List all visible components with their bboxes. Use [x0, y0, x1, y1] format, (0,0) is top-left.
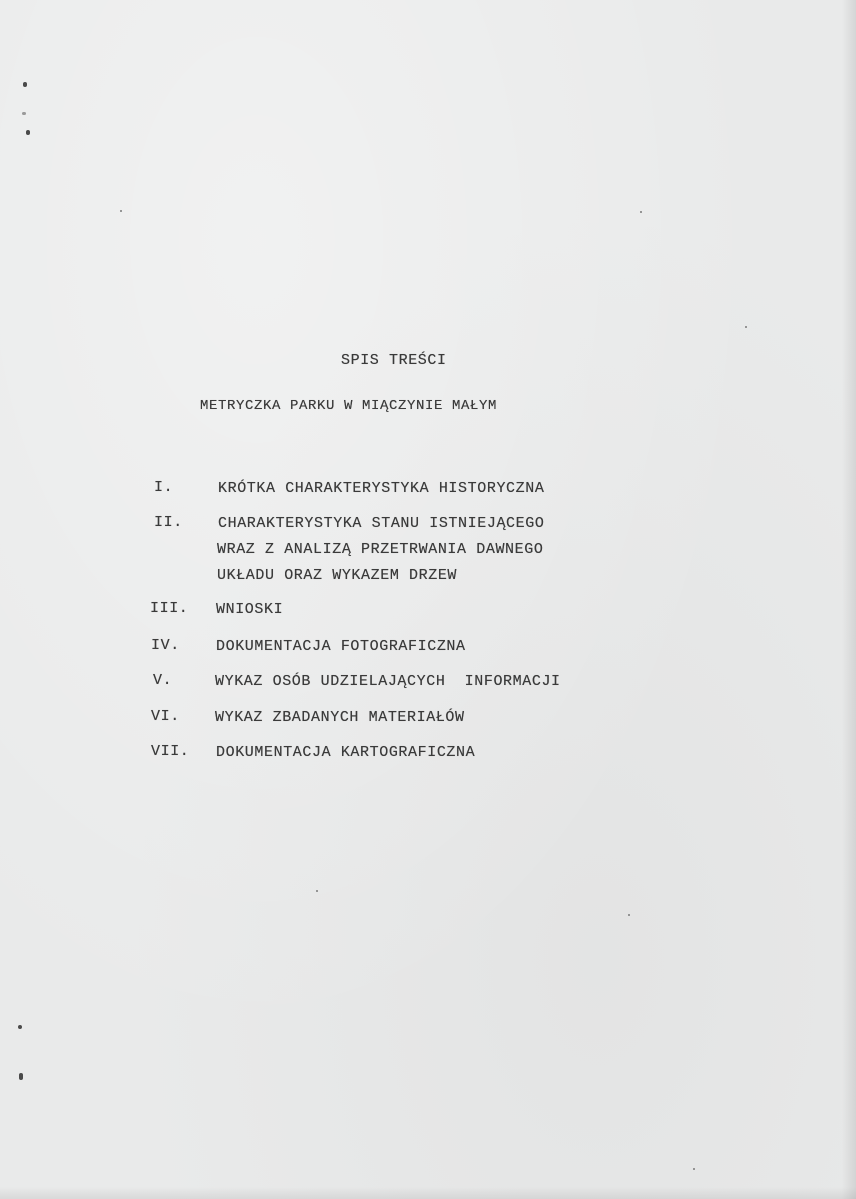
toc-item-number: V. — [153, 672, 173, 689]
paper-speck — [745, 326, 747, 328]
toc-item-text: WYKAZ OSÓB UDZIELAJĄCYCH INFORMACJI — [215, 673, 561, 690]
punch-mark-top-1 — [23, 82, 27, 87]
punch-mark-top-3 — [26, 130, 30, 135]
toc-item-text: DOKUMENTACJA FOTOGRAFICZNA — [216, 638, 466, 655]
toc-item-number: VI. — [151, 708, 180, 725]
punch-mark-bottom-2 — [19, 1073, 23, 1080]
toc-item-text: WNIOSKI — [216, 601, 284, 618]
toc-item-number: VII. — [151, 743, 190, 760]
paper-speck — [628, 914, 630, 916]
paper-bottom-shadow — [0, 1187, 856, 1199]
paper-speck — [640, 211, 642, 213]
punch-mark-bottom-1 — [18, 1025, 22, 1029]
paper-speck — [316, 890, 318, 892]
toc-item-text: KRÓTKA CHARAKTERYSTYKA HISTORYCZNA — [218, 480, 545, 497]
paper-edge-shadow — [842, 0, 856, 1199]
toc-item-text: CHARAKTERYSTYKA STANU ISTNIEJĄCEGO — [218, 515, 545, 532]
punch-mark-top-2 — [22, 112, 26, 115]
toc-item-number: I. — [154, 479, 174, 496]
document-title: SPIS TREŚCI — [341, 352, 447, 369]
document-subtitle: METRYCZKA PARKU W MIĄCZYNIE MAŁYM — [200, 398, 498, 414]
toc-item-text: DOKUMENTACJA KARTOGRAFICZNA — [216, 744, 476, 761]
toc-item-number: II. — [154, 514, 183, 531]
toc-item-text: UKŁADU ORAZ WYKAZEM DRZEW — [217, 567, 458, 584]
toc-item-number: III. — [150, 600, 189, 617]
toc-item-text: WRAZ Z ANALIZĄ PRZETRWANIA DAWNEGO — [217, 541, 544, 558]
paper-speck — [693, 1168, 695, 1170]
toc-item-number: IV. — [151, 637, 180, 654]
toc-item-text: WYKAZ ZBADANYCH MATERIAŁÓW — [215, 709, 465, 726]
paper-speck — [120, 210, 122, 212]
